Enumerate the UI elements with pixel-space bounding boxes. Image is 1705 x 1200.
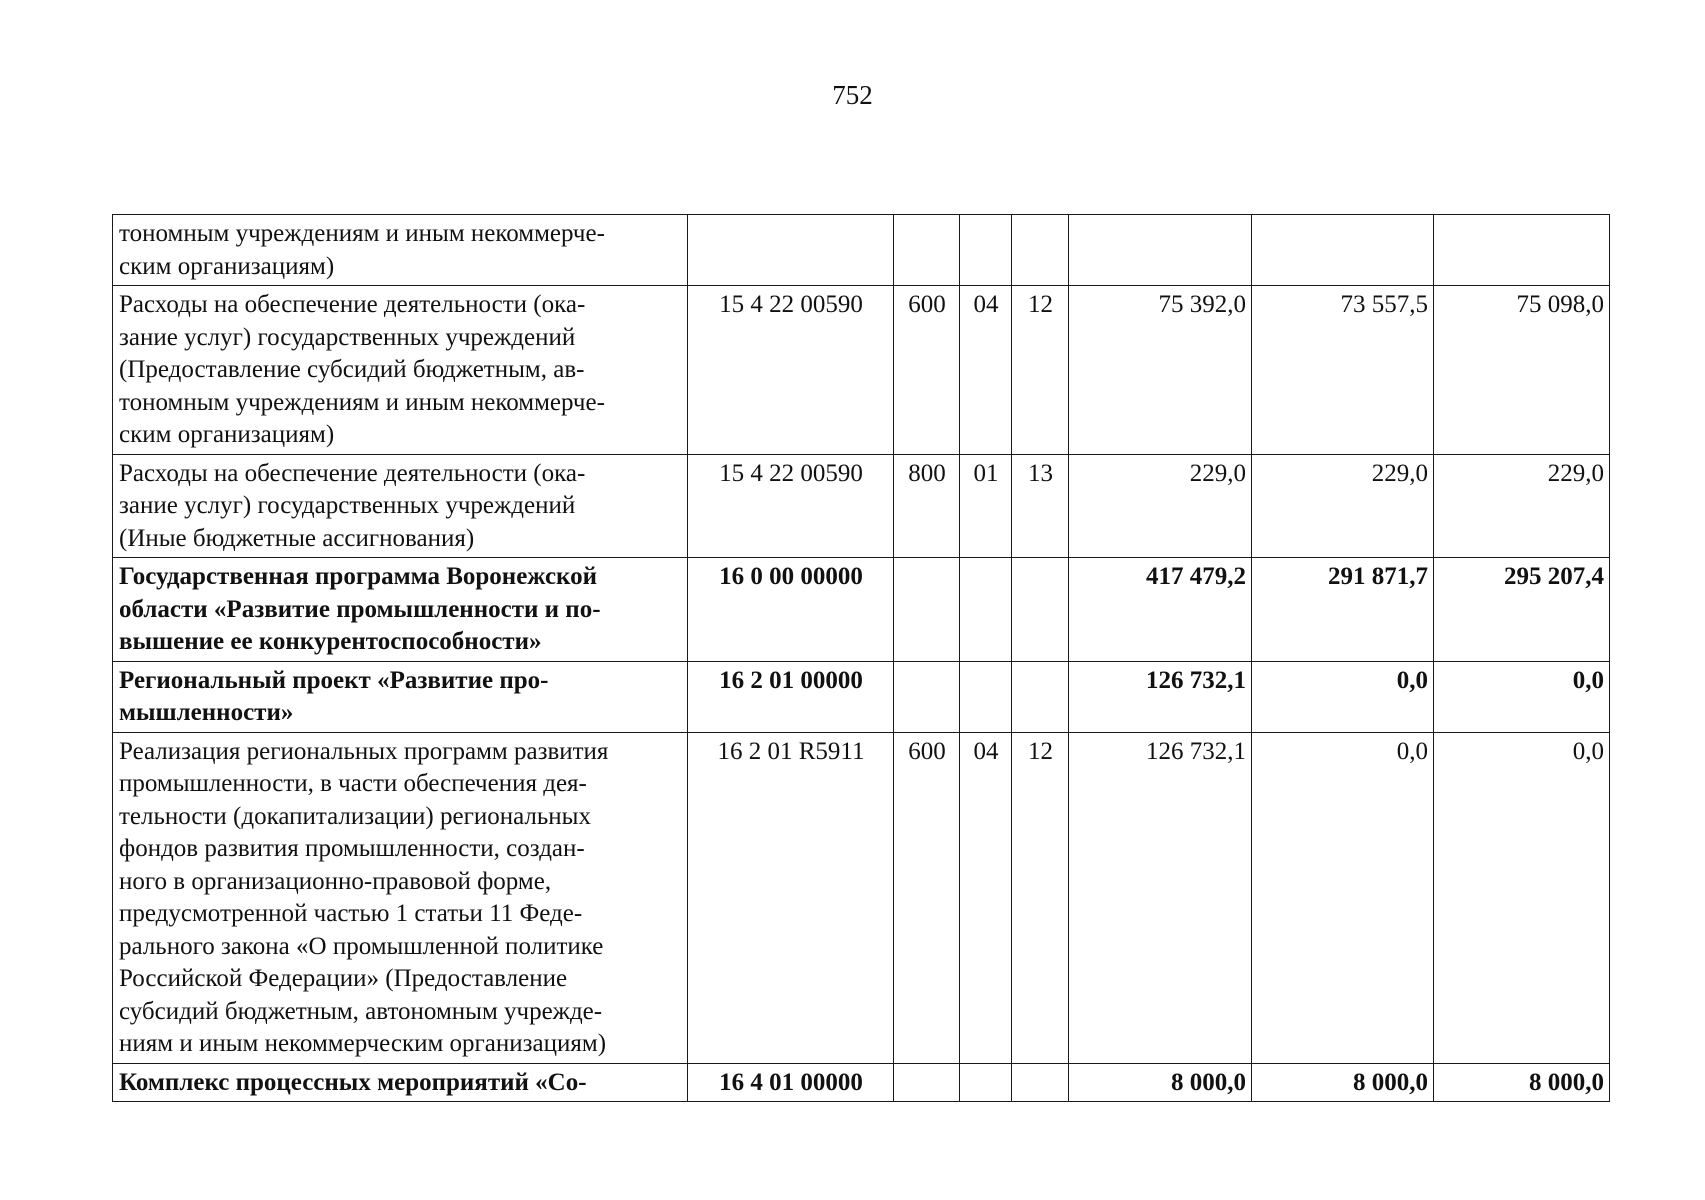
row-pr-cell: 13 (1012, 454, 1069, 558)
table-row (113, 454, 1610, 558)
row-year1-cell: 126 732,1 (1069, 661, 1252, 732)
row-name-line: мышленности» (119, 699, 294, 726)
row-year2-cell: 73 557,5 (1252, 286, 1434, 455)
row-pr-cell (1012, 558, 1069, 662)
row-year1-cell (1069, 215, 1252, 286)
row-name-line: Расходы на обеспечение деятельности (ока- (119, 291, 586, 318)
row-pr-cell (1012, 661, 1069, 732)
row-year2-cell: 229,0 (1252, 454, 1434, 558)
row-year1-cell: 229,0 (1069, 454, 1252, 558)
row-code-cell: 16 4 01 00000 (688, 1063, 894, 1102)
table-row (113, 661, 1610, 732)
row-year2-cell: 291 871,7 (1252, 558, 1434, 662)
row-name-line: ного в организационно-правовой форме, (119, 867, 552, 895)
row-rz-cell: 04 (960, 286, 1012, 455)
row-year2-cell: 8 000,0 (1252, 1063, 1434, 1102)
row-name-line: Реализация региональных программ развития (119, 737, 609, 765)
row-rz-cell (960, 661, 1012, 732)
row-vr-cell: 600 (894, 732, 960, 1063)
row-name-line: фондов развития промышленности, создан- (119, 835, 585, 862)
table-row (113, 215, 1610, 286)
row-name-line: (Иные бюджетные ассигнования) (119, 524, 475, 552)
row-rz-cell (960, 215, 1012, 286)
row-name-line: ниям и иным некоммерческим организациям) (119, 1030, 607, 1057)
page-number: 752 (832, 80, 873, 110)
row-code-cell (688, 215, 894, 286)
row-year1-cell: 126 732,1 (1069, 732, 1252, 1063)
row-name-cell (113, 286, 688, 455)
row-name-cell (113, 558, 688, 662)
row-name-line: вышение ее конкурентоспособности» (119, 628, 542, 655)
row-name-line: тономным учреждениям и иным некоммерче- (119, 220, 605, 247)
row-pr-cell (1012, 215, 1069, 286)
row-name-line: субсидий бюджетным, автономным учрежде- (119, 997, 603, 1025)
row-pr-cell: 12 (1012, 286, 1069, 455)
row-name-cell (113, 1063, 688, 1102)
row-name-line: (Предоставление субсидий бюджетным, ав- (119, 356, 585, 383)
row-year1-cell: 417 479,2 (1069, 558, 1252, 662)
row-code-cell: 16 2 01 00000 (688, 661, 894, 732)
budget-table (112, 214, 1610, 1102)
row-vr-cell (894, 558, 960, 662)
row-name-line: предусмотренной частью 1 статьи 11 Феде- (119, 900, 583, 927)
row-name-cell (113, 454, 688, 558)
row-vr-cell (894, 661, 960, 732)
row-name-cell (113, 732, 688, 1063)
row-name-line: Комплекс процессных мероприятий «Со- (119, 1068, 587, 1096)
row-rz-cell (960, 558, 1012, 662)
row-rz-cell: 04 (960, 732, 1012, 1063)
row-year1-cell: 75 392,0 (1069, 286, 1252, 455)
row-code-cell: 16 0 00 00000 (688, 558, 894, 662)
row-name-line: ским организациям) (119, 252, 335, 280)
row-rz-cell: 01 (960, 454, 1012, 558)
row-name-line: Государственная программа Воронежской (119, 563, 598, 590)
row-year2-cell: 0,0 (1252, 661, 1434, 732)
row-year3-cell: 75 098,0 (1434, 286, 1610, 455)
row-name-line: тельности (докапитализации) региональных (119, 802, 591, 830)
row-pr-cell (1012, 1063, 1069, 1102)
row-name-line: Расходы на обеспечение деятельности (ока- (119, 459, 586, 487)
row-code-cell: 15 4 22 00590 (688, 454, 894, 558)
row-name-line: рального закона «О промышленной политике (119, 932, 604, 960)
row-code-cell: 16 2 01 R5911 (688, 732, 894, 1063)
row-name-line: Российской Федерации» (Предоставление (119, 965, 568, 992)
row-year2-cell: 0,0 (1252, 732, 1434, 1063)
row-name-line: зание услуг) государственных учреждений (119, 492, 576, 519)
row-vr-cell: 800 (894, 454, 960, 558)
row-vr-cell (894, 215, 960, 286)
row-year2-cell (1252, 215, 1434, 286)
row-name-cell (113, 215, 688, 286)
row-vr-cell: 600 (894, 286, 960, 455)
row-name-line: области «Развитие промышленности и по- (119, 595, 601, 623)
row-year3-cell: 0,0 (1434, 732, 1610, 1063)
table-row (113, 286, 1610, 455)
row-name-line: Региональный проект «Развитие про- (119, 666, 549, 694)
row-year3-cell: 229,0 (1434, 454, 1610, 558)
row-code-cell: 15 4 22 00590 (688, 286, 894, 455)
row-vr-cell (894, 1063, 960, 1102)
row-year3-cell: 8 000,0 (1434, 1063, 1610, 1102)
row-year3-cell (1434, 215, 1610, 286)
row-name-line: ским организациям) (119, 421, 335, 448)
table-row (113, 1063, 1610, 1102)
table-body (113, 215, 1610, 1102)
row-name-line: зание услуг) государственных учреждений (119, 323, 576, 351)
row-name-line: тономным учреждениям и иным некоммерче- (119, 388, 605, 416)
row-pr-cell: 12 (1012, 732, 1069, 1063)
row-year3-cell: 295 207,4 (1434, 558, 1610, 662)
row-year1-cell: 8 000,0 (1069, 1063, 1252, 1102)
row-rz-cell (960, 1063, 1012, 1102)
row-name-line: промышленности, в части обеспечения дея- (119, 770, 587, 797)
table-row (113, 558, 1610, 662)
row-name-cell (113, 661, 688, 732)
table-row (113, 732, 1610, 1063)
row-year3-cell: 0,0 (1434, 661, 1610, 732)
